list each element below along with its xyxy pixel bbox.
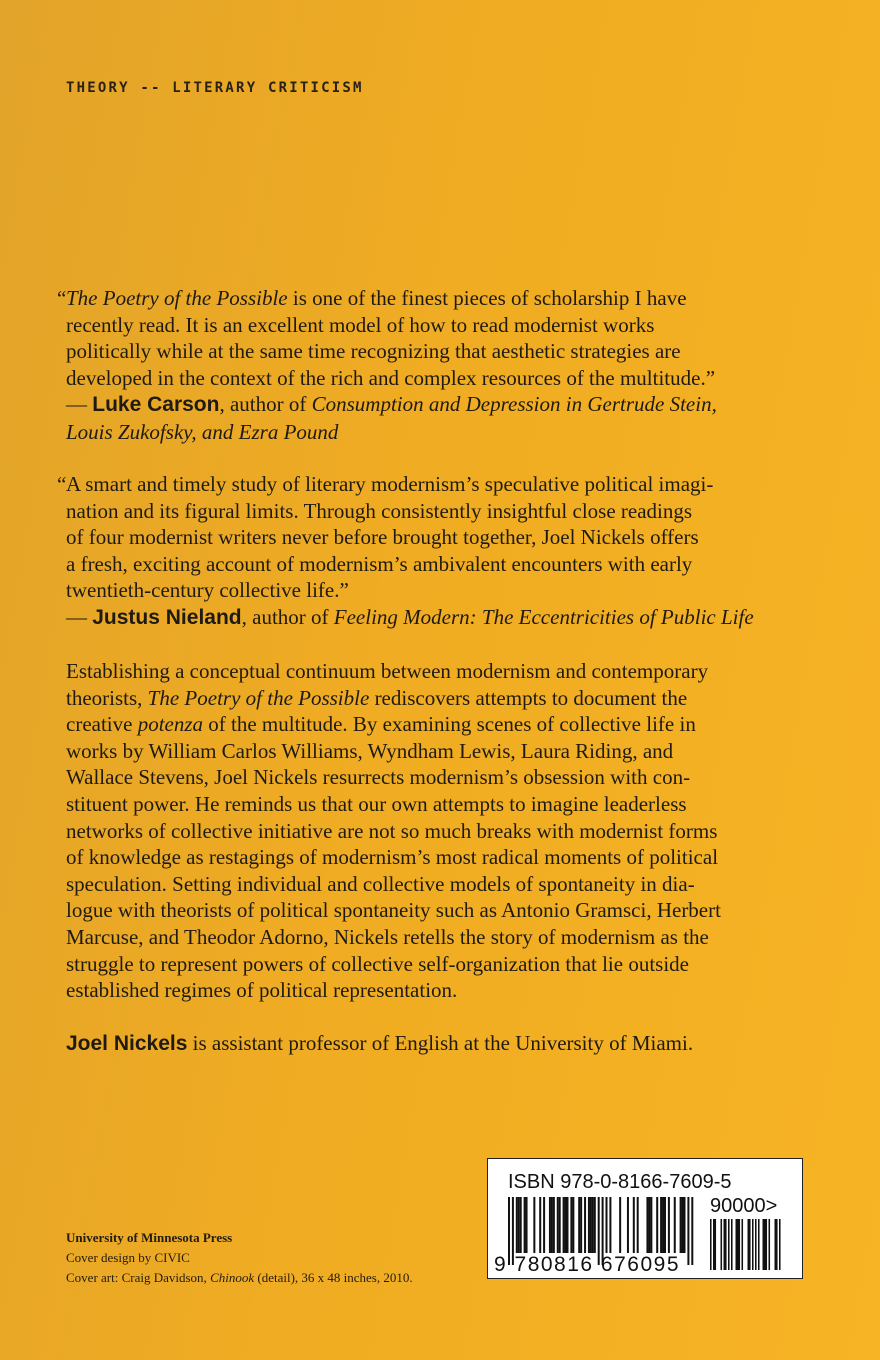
barcode-bar — [637, 1197, 639, 1253]
endorsement-quote-1 — [57, 285, 802, 446]
addon-bar — [748, 1219, 750, 1270]
description-line: Wallace Stevens, Joel Nickels resurrects modernism’s obsession with con- — [66, 765, 691, 790]
description-line: Marcuse, and Theodor Adorno, Nickels retells the story of modernism as the — [66, 924, 709, 949]
open-quote-mark: “ — [57, 286, 67, 310]
barcode-bar — [650, 1197, 652, 1253]
barcode-bar — [524, 1197, 526, 1253]
description-line: logue with theorists of political spontaneity such as Antonio Gramsci, Herbert — [66, 898, 721, 923]
endorsement-quote-2 — [57, 471, 802, 632]
barcode-bar — [543, 1197, 545, 1253]
quote-2-line-5: twentieth-century collective life.” — [66, 578, 349, 603]
barcode-bar — [539, 1197, 541, 1253]
quote-2-line-1: A smart and timely study of literary modernism’s speculative political imagi- — [66, 472, 714, 496]
author-bio: Joel Nickels is assistant professor of English at the University of Miami. — [66, 1031, 694, 1055]
barcode-bar — [565, 1197, 567, 1253]
description-line: speculation. Setting individual and collective models of spontaneity in dia- — [66, 871, 695, 896]
cover-design-credit: Cover design by CIVIC — [66, 1250, 190, 1265]
addon-bar — [766, 1219, 768, 1270]
barcode-bar — [578, 1197, 580, 1253]
endorser-name: Luke Carson — [92, 393, 220, 417]
addon-bar — [737, 1219, 739, 1270]
addon-bar — [764, 1219, 766, 1270]
barcode-bar — [682, 1197, 684, 1253]
barcode-bar — [619, 1197, 621, 1253]
barcode-bar — [520, 1197, 522, 1253]
barcode-bar — [674, 1197, 676, 1253]
endorser-name: Justus Nieland — [92, 605, 242, 629]
barcode-bar — [590, 1197, 592, 1253]
barcode-bar — [551, 1197, 553, 1253]
barcode-bar — [668, 1197, 670, 1253]
addon-bar — [775, 1219, 777, 1270]
open-quote-mark: “ — [57, 472, 67, 496]
barcode-bar — [526, 1197, 528, 1253]
barcode-bar — [660, 1197, 662, 1253]
addon-bar — [776, 1219, 778, 1270]
barcode-bar — [580, 1197, 582, 1253]
barcode-bar — [680, 1197, 682, 1253]
addon-bar — [752, 1219, 754, 1270]
addon-bar — [731, 1219, 733, 1270]
quote-1-attribution: — Luke Carson, author of Consumption and Depression in Gertrude Stein, — [66, 392, 717, 417]
quote-2-line-2: nation and its figural limits. Through consistently insightful close readings — [66, 498, 693, 523]
barcode-bar — [646, 1197, 648, 1253]
addon-bar — [749, 1219, 751, 1270]
addon-bar — [728, 1219, 730, 1270]
description-line: of knowledge as restagings of modernism’s most radical moments of political — [66, 845, 719, 870]
addon-bar — [724, 1219, 726, 1270]
barcode-bar — [592, 1197, 594, 1253]
barcode-bar — [518, 1197, 520, 1253]
publisher-name: University of Minnesota Press — [66, 1230, 233, 1245]
barcode-bar — [584, 1197, 586, 1253]
addon-bar — [742, 1219, 744, 1270]
barcode-bar — [567, 1197, 569, 1253]
quote-1-attribution-book: Louis Zukofsky, and Ezra Pound — [66, 419, 339, 444]
book-title: The Poetry of the Possible — [66, 286, 288, 310]
quote-1-line-2: recently read. It is an excellent model of how to read modernist works — [66, 312, 655, 337]
quote-1-line-3: politically while at the same time recognizing that aesthetic strategies are — [66, 339, 681, 364]
barcode-bar — [609, 1197, 611, 1253]
description-line: theorists, The Poetry of the Possible rediscovers attempts to document the — [66, 685, 688, 710]
quote-1-line-4: developed in the context of the rich and complex resources of the multitude.” — [66, 365, 716, 390]
barcode-bar — [553, 1197, 555, 1253]
barcode-bar — [570, 1197, 572, 1253]
barcode-bar — [633, 1197, 635, 1253]
addon-bar — [739, 1219, 741, 1270]
quote-1-line-1: The Poetry of the Possible is one of the finest pieces of scholarship I have — [66, 286, 687, 310]
barcode-bar — [687, 1197, 689, 1265]
addon-bar — [710, 1219, 712, 1270]
quote-2-attribution: — Justus Nieland, author of Feeling Modern: The Eccentricities of Public Life — [66, 604, 754, 629]
description-line: established regimes of political representation. — [66, 978, 458, 1003]
quote-2-line-3: of four modernist writers never before brought together, Joel Nickels offers — [66, 525, 699, 550]
addon-bar — [736, 1219, 738, 1270]
barcode-bar — [588, 1197, 590, 1253]
barcode-bar — [656, 1197, 658, 1253]
barcode-bar — [691, 1197, 693, 1265]
quote-2-line-4: a fresh, exciting account of modernism’s ambivalent encounters with early — [66, 551, 693, 576]
addon-bar — [779, 1219, 781, 1270]
description-line: networks of collective initiative are not so much breaks with modernist forms — [66, 818, 718, 843]
category-label: THEORY -- LITERARY CRITICISM — [66, 80, 364, 96]
addon-bar — [725, 1219, 727, 1270]
author-name: Joel Nickels — [66, 1032, 188, 1055]
addon-bar — [713, 1219, 715, 1270]
price-code: 90000> — [710, 1195, 778, 1217]
barcode-bar — [572, 1197, 574, 1253]
addon-bar — [755, 1219, 757, 1270]
barcode-bar — [648, 1197, 650, 1253]
barcode-bar — [559, 1197, 561, 1253]
barcode-bar — [627, 1197, 629, 1253]
barcode-bar — [684, 1197, 686, 1253]
book-description — [66, 658, 806, 1004]
barcode-bar — [563, 1197, 565, 1253]
description-line: works by William Carlos Williams, Wyndham Lewis, Laura Riding, and — [66, 738, 674, 763]
description-line: creative potenza of the multitude. By examining scenes of collective life in — [66, 712, 696, 737]
addon-bar — [763, 1219, 765, 1270]
publisher-info — [66, 1228, 413, 1288]
description-line: Establishing a conceptual continuum between modernism and contemporary — [66, 659, 709, 683]
barcode-bar — [549, 1197, 551, 1253]
barcode-bar — [557, 1197, 559, 1253]
addon-bar — [715, 1219, 717, 1270]
barcode-bar — [516, 1197, 518, 1253]
addon-bar — [769, 1219, 771, 1270]
description-line: struggle to represent powers of collective self-organization that lie outside — [66, 951, 689, 976]
addon-bar — [721, 1219, 723, 1270]
cover-art-credit: Cover art: Craig Davidson, Chinook (detail), 36 x 48 inches, 2010. — [66, 1270, 413, 1285]
barcode-bar — [606, 1197, 608, 1253]
description-line: stituent power. He reminds us that our own attempts to imagine leaderless — [66, 791, 687, 816]
isbn-number: ISBN 978-0-8166-7609-5 — [508, 1171, 732, 1193]
barcode-bar — [533, 1197, 535, 1253]
isbn-barcode — [487, 1158, 803, 1279]
barcode-bar — [662, 1197, 664, 1253]
addon-bar — [758, 1219, 760, 1270]
barcode-bar — [594, 1197, 596, 1253]
barcode-digits: 9 780816 676095 — [494, 1253, 680, 1276]
barcode-bar — [664, 1197, 666, 1253]
